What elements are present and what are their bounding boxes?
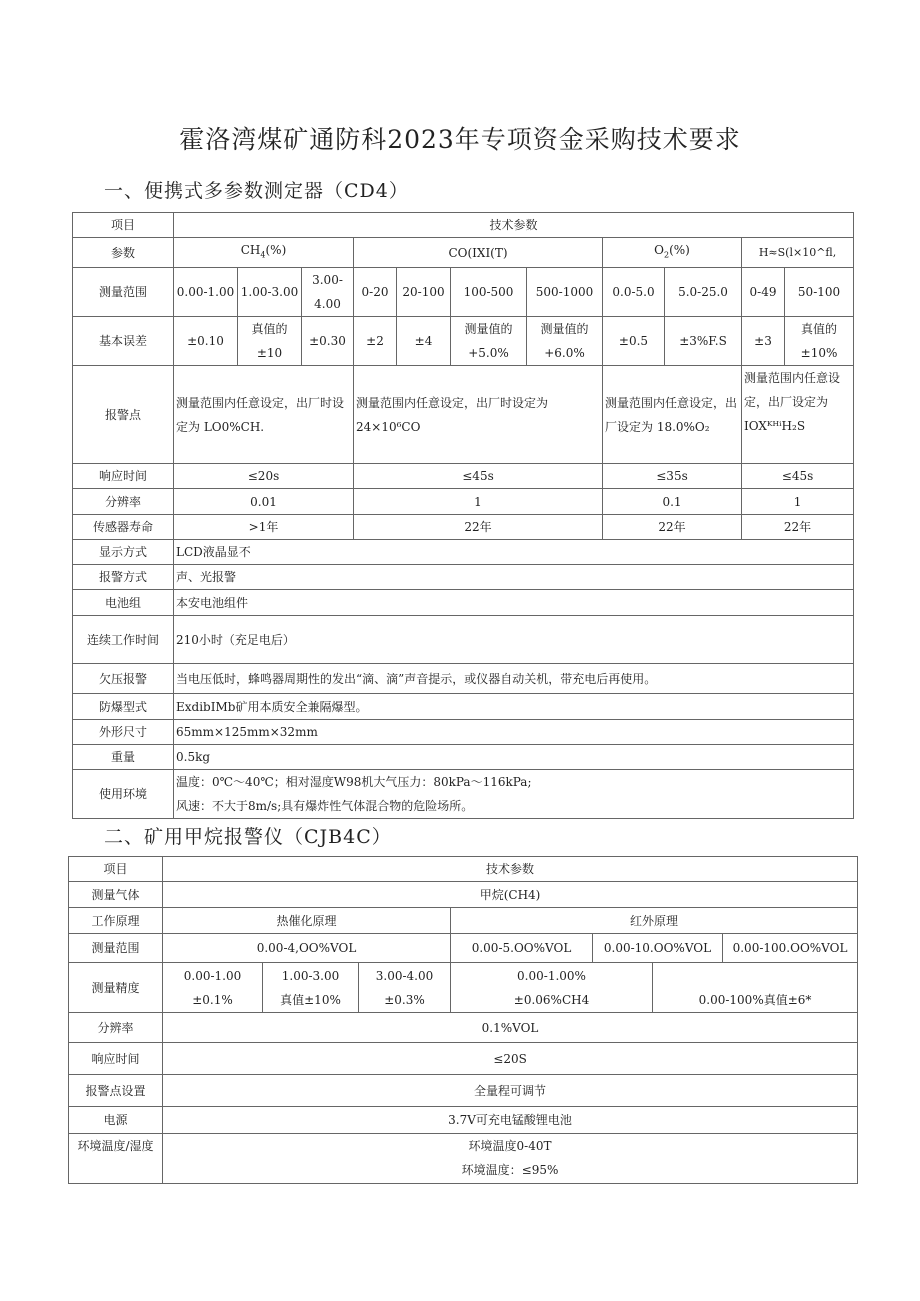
precision-cell — [451, 963, 653, 1013]
row-label: 电源 — [69, 1107, 163, 1134]
response-ch4: ≤20s — [174, 464, 354, 489]
error-cell: ±2 — [354, 317, 397, 366]
cd4-spec-table — [72, 212, 854, 819]
life-o2: 22年 — [603, 515, 742, 540]
error-cell: ±3%F.S — [665, 317, 742, 366]
gas-co: CO(IXI(T) — [354, 238, 603, 268]
row-label: 外形尺寸 — [73, 720, 174, 745]
resolution-o2: 0.1 — [603, 489, 742, 515]
precision-cell — [359, 963, 451, 1013]
row-value: 本安电池组件 — [174, 590, 854, 616]
range-cell: 0.0-5.0 — [603, 268, 665, 317]
range-cell: 5.0-25.0 — [665, 268, 742, 317]
row-label: 响应时间 — [69, 1043, 163, 1075]
principle-infrared: 红外原理 — [451, 908, 858, 934]
range-label: 测量范围 — [73, 268, 174, 317]
row-value: 65mm×125mm×32mm — [174, 720, 854, 745]
gas-label: 测量气体 — [69, 882, 163, 908]
range-cell: 20-100 — [397, 268, 451, 317]
range-label: 测量范围 — [69, 934, 163, 963]
precision-value: ±0.06%CH4 — [513, 992, 590, 1007]
range-cell: 0-49 — [742, 268, 785, 317]
env-line-1: 环境温度0-40T — [468, 1139, 552, 1153]
precision-value: 真值±10% — [280, 992, 341, 1007]
precision-range: 3.00-4.00 — [375, 968, 434, 983]
row-label: 报警点设置 — [69, 1075, 163, 1107]
response-label: 响应时间 — [73, 464, 174, 489]
section1-heading: 一、便携式多参数测定器（CD4） — [104, 180, 409, 202]
env-value — [163, 1134, 858, 1184]
range-cell: 1.00-3.00 — [238, 268, 302, 317]
row-label: 显示方式 — [73, 540, 174, 565]
precision-range: 0.00-1.00 — [183, 968, 242, 983]
response-co: ≤45s — [354, 464, 603, 489]
error-cell: 测量值的+6.0% — [527, 317, 603, 366]
env-line-2: 风速：不大于8m/s;具有爆炸性气体混合物的危险场所。 — [176, 799, 474, 814]
life-h2s: 22年 — [742, 515, 854, 540]
env-line-2: 环境温度：≤95% — [461, 1163, 559, 1177]
document-title: 霍洛湾煤矿通防科2023年专项资金采购技术要求 — [179, 125, 741, 154]
range-cell: 0.00-5.OO%VOL — [451, 934, 593, 963]
precision-value: ±0.3% — [384, 992, 425, 1007]
error-cell: ±0.30 — [302, 317, 354, 366]
resolution-ch4: 0.01 — [174, 489, 354, 515]
range-cell: 100-500 — [451, 268, 527, 317]
row-value: 当电压低时，蜂鸣器周期性的发出“滴、滴”声音提示，或仪器自动关机，带充电后再使用。 — [174, 664, 854, 694]
resolution-h2s: 1 — [742, 489, 854, 515]
life-co: 22年 — [354, 515, 603, 540]
row-value: 全量程可调节 — [163, 1075, 858, 1107]
header-item: 项目 — [73, 213, 174, 238]
row-value: LCD液晶显不 — [174, 540, 854, 565]
life-label: 传感器寿命 — [73, 515, 174, 540]
row-value: 0.5kg — [174, 745, 854, 770]
gas-o2: $O_2(\%)$ — [603, 238, 742, 268]
error-label: 基本误差 — [73, 317, 174, 366]
error-cell: ±0.10 — [174, 317, 238, 366]
header-item: 项目 — [69, 857, 163, 882]
error-cell: ±4 — [397, 317, 451, 366]
resolution-co: 1 — [354, 489, 603, 515]
precision-label: 测量精度 — [69, 963, 163, 1013]
alarm-h2s: 测量范围内任意设定，出厂设定为 IOXᴷᴴⁱH₂S — [742, 366, 854, 464]
header-tech: 技术参数 — [163, 857, 858, 882]
range-cell: 500-1000 — [527, 268, 603, 317]
row-label: 重量 — [73, 745, 174, 770]
row-value: 3.7V可充电锰酸锂电池 — [163, 1107, 858, 1134]
response-h2s: ≤45s — [742, 464, 854, 489]
range-cell: 0-20 — [354, 268, 397, 317]
error-cell: ±0.5 — [603, 317, 665, 366]
row-value: 声、光报警 — [174, 565, 854, 590]
life-ch4: >1年 — [174, 515, 354, 540]
range-cell: 0.00-100.OO%VOL — [723, 934, 858, 963]
error-cell: 真值的±10 — [238, 317, 302, 366]
range-cell: 50-100 — [785, 268, 854, 317]
range-cell: 3.00-4.00 — [302, 268, 354, 317]
row-value: 210小时（充足电后） — [174, 616, 854, 664]
precision-cell — [163, 963, 263, 1013]
range-cell: 0.00-4,OO%VOL — [163, 934, 451, 963]
row-label: 防爆型式 — [73, 694, 174, 720]
error-cell: ±3 — [742, 317, 785, 366]
env-label: 环境温度/湿度 — [69, 1134, 163, 1184]
precision-range: 0.00-1.00% — [517, 968, 586, 983]
env-line-1: 温度：0℃～40℃；相对湿度W98机大气压力：80kPa～116kPa; — [176, 775, 532, 790]
gas-h2s: H≈S(l×10^fl, — [742, 238, 854, 268]
precision-cell — [653, 963, 858, 1013]
row-value: 0.1%VOL — [163, 1013, 858, 1043]
row-label: 连续工作时间 — [73, 616, 174, 664]
row-label: 欠压报警 — [73, 664, 174, 694]
range-cell: 0.00-1.00 — [174, 268, 238, 317]
param-label: 参数 — [73, 238, 174, 268]
resolution-label: 分辨率 — [73, 489, 174, 515]
response-o2: ≤35s — [603, 464, 742, 489]
precision-cell — [263, 963, 359, 1013]
row-label: 分辨率 — [69, 1013, 163, 1043]
row-value: ≤20S — [163, 1043, 858, 1075]
row-label: 报警方式 — [73, 565, 174, 590]
header-tech: 技术参数 — [174, 213, 854, 238]
alarm-o2: 测量范围内任意设定，出厂设定为 18.0%O₂ — [603, 366, 742, 464]
alarm-ch4: 测量范围内任意设定，出厂时设定为 LO0%CH. — [174, 366, 354, 464]
gas-value: 甲烷(CH4) — [163, 882, 858, 908]
gas-ch4: $CH_4(\%)$ — [174, 238, 354, 268]
alarm-label: 报警点 — [73, 366, 174, 464]
cjb4c-spec-table — [68, 856, 858, 1184]
alarm-co: 测量范围内任意设定，出厂时设定为 24×10⁶CO — [354, 366, 603, 464]
principle-label: 工作原理 — [69, 908, 163, 934]
precision-value: 0.00-100%真值±6* — [698, 993, 812, 1007]
env-value — [174, 770, 854, 819]
precision-value: ±0.1% — [192, 992, 233, 1007]
row-value: ExdibIMb矿用本质安全兼隔爆型。 — [174, 694, 854, 720]
range-cell: 0.00-10.OO%VOL — [593, 934, 723, 963]
error-cell: 测量值的+5.0% — [451, 317, 527, 366]
error-cell: 真值的±10% — [785, 317, 854, 366]
principle-catalytic: 热催化原理 — [163, 908, 451, 934]
section2-heading: 二、矿用甲烷报警仪（CJB4C） — [104, 826, 392, 848]
precision-range: 1.00-3.00 — [281, 968, 340, 983]
env-label: 使用环境 — [73, 770, 174, 819]
row-label: 电池组 — [73, 590, 174, 616]
